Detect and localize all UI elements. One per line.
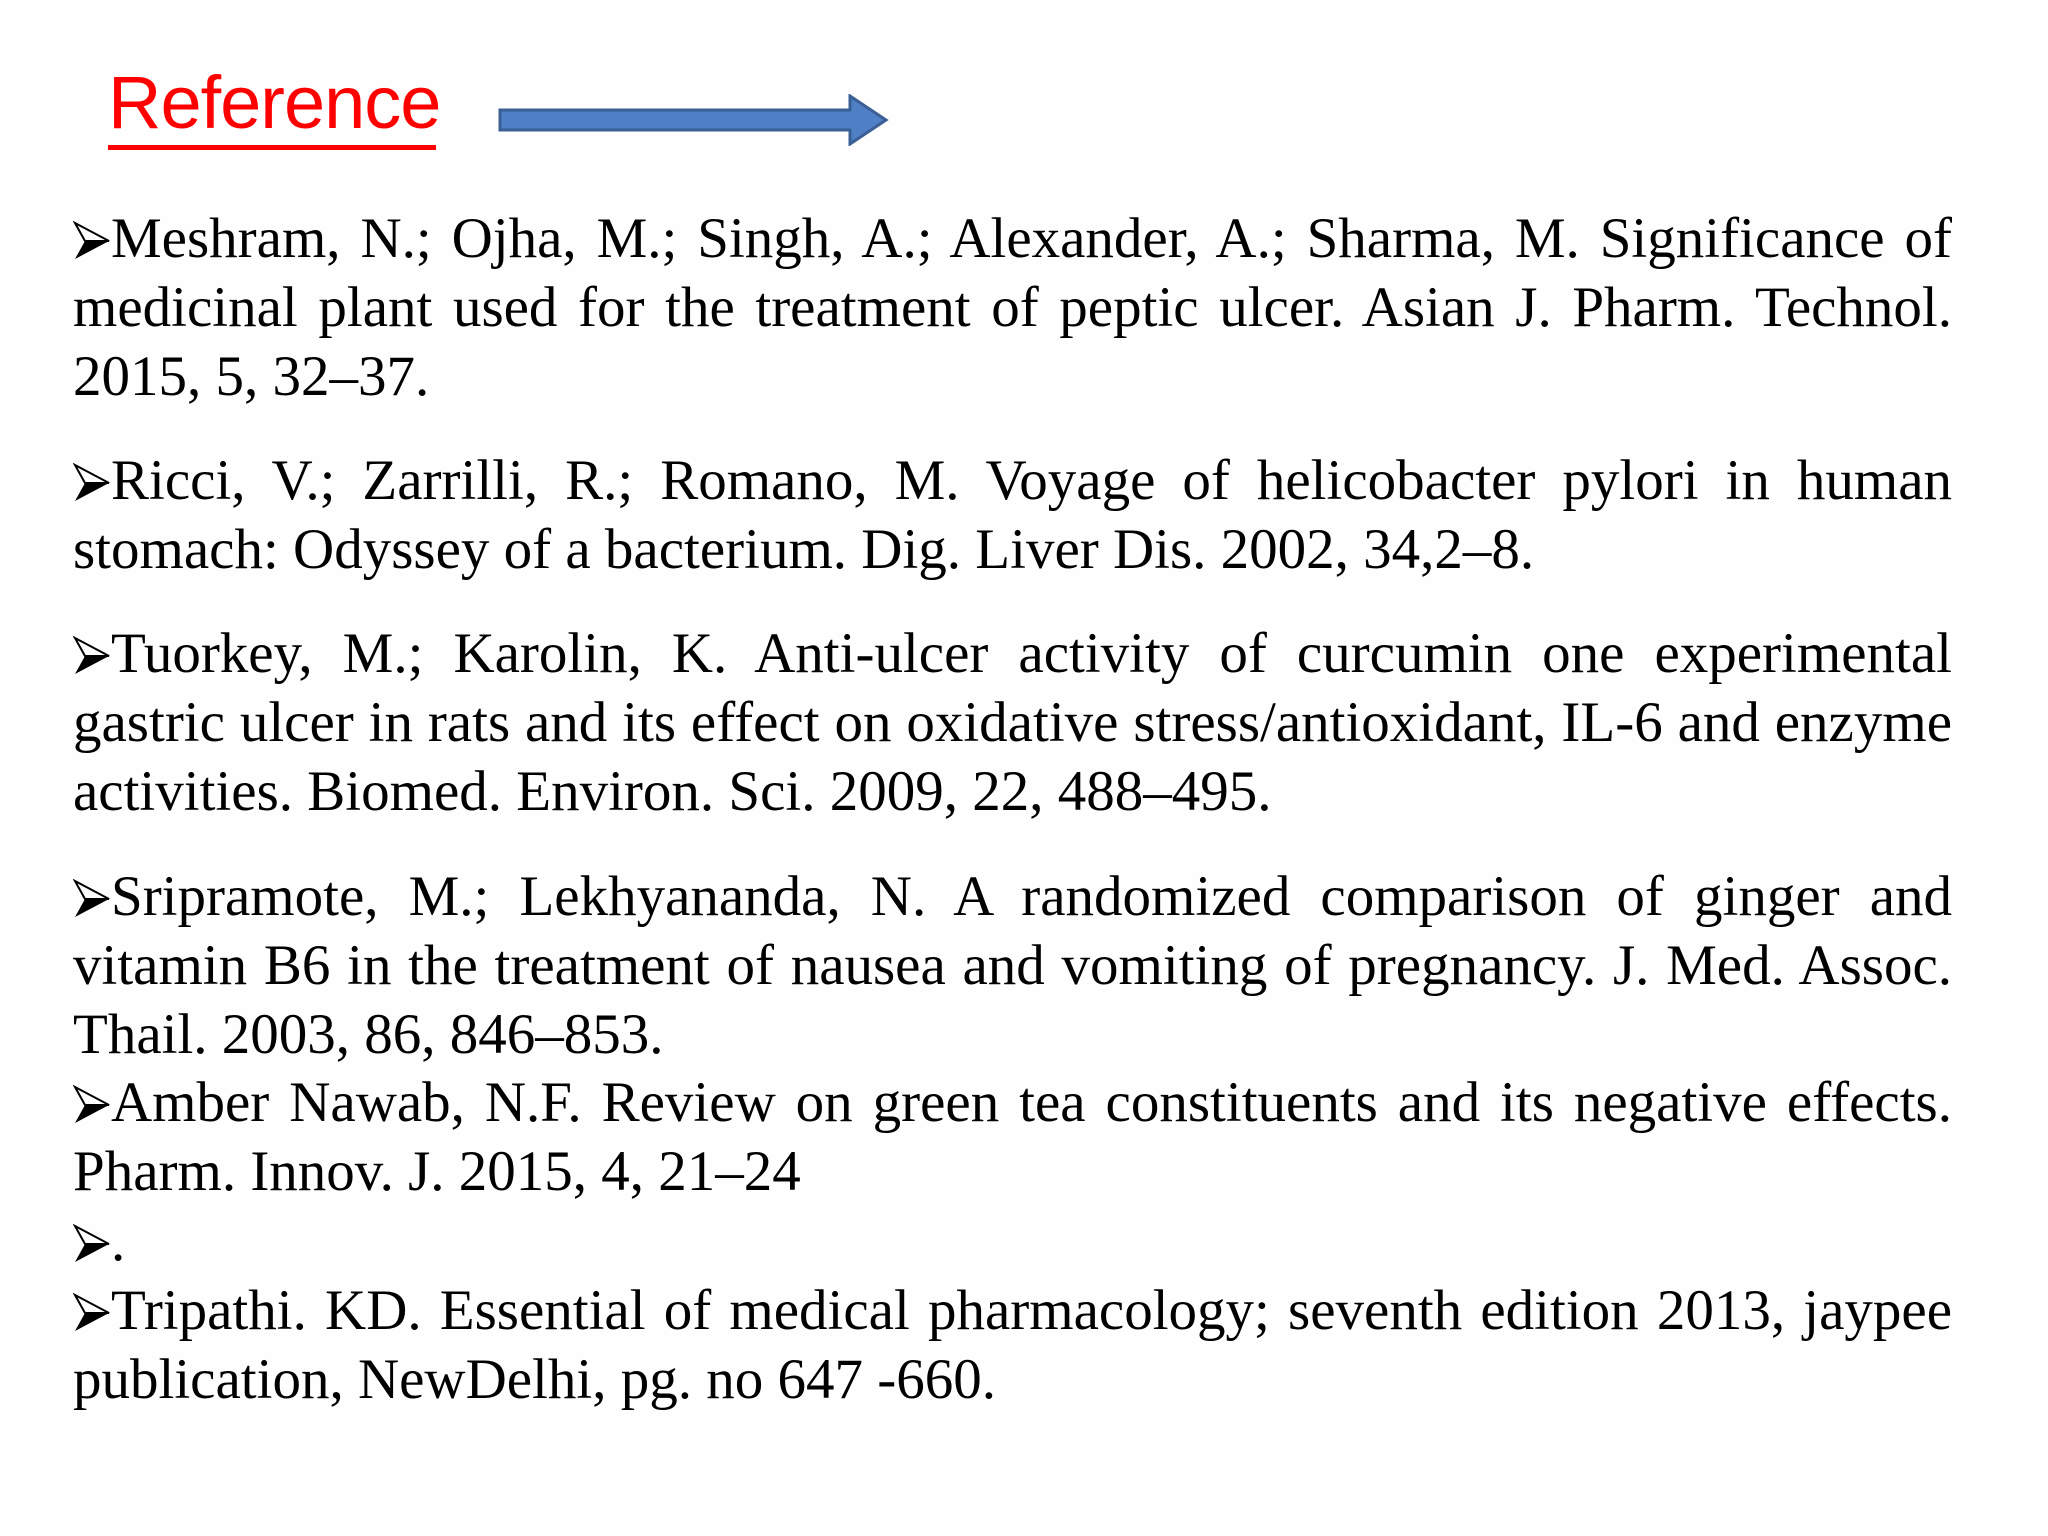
reference-item-empty: . — [73, 1207, 1952, 1276]
arrow-bullet-icon — [73, 221, 111, 261]
arrow-bullet-icon — [73, 879, 111, 919]
page-title: Reference — [108, 61, 441, 144]
reference-item: Meshram, N.; Ojha, M.; Singh, A.; Alexander, A.; Sharma, M. Significance of medicinal plant used for the treatment of peptic ulcer. Asian J. Pharm. Technol. 2015, 5, 32–37. — [73, 207, 1952, 408]
arrow-bullet-icon — [73, 636, 111, 676]
reference-item: Tuorkey, M.; Karolin, K. Anti-ulcer activity of curcumin one experimental gastric ulcer in rats and its effect on oxidative stress/antioxidant, IL-6 and enzyme activities. Biomed. Environ. Sci. 2009, 22, 488–495. — [73, 622, 1952, 823]
arrow-bullet-icon — [73, 1224, 111, 1264]
arrow-bullet-icon — [73, 1293, 111, 1333]
title-underline — [108, 145, 436, 150]
arrow-bullet-icon — [73, 463, 111, 503]
right-arrow-icon — [498, 94, 890, 146]
arrow-bullet-icon — [73, 1085, 111, 1125]
reference-item: Ricci, V.; Zarrilli, R.; Romano, M. Voyage of helicobacter pylori in human stomach: Odyssey of a bacterium. Dig. Liver Dis. 2002, 34,2–8. — [73, 449, 1952, 581]
reference-item: Amber Nawab, N.F. Review on green tea constituents and its negative effects. Pharm. Innov. J. 2015, 4, 21–24 — [73, 1071, 1952, 1203]
reference-item: Sripramote, M.; Lekhyananda, N. A randomized comparison of ginger and vitamin B6 in the treatment of nausea and vomiting of pregnancy. J. Med. Assoc. Thail. 2003, 86, 846–853. — [73, 865, 1952, 1066]
reference-item: Tripathi. KD. Essential of medical pharmacology; seventh edition 2013, jaypee publication, NewDelhi, pg. no 647 -660. — [73, 1279, 1952, 1411]
